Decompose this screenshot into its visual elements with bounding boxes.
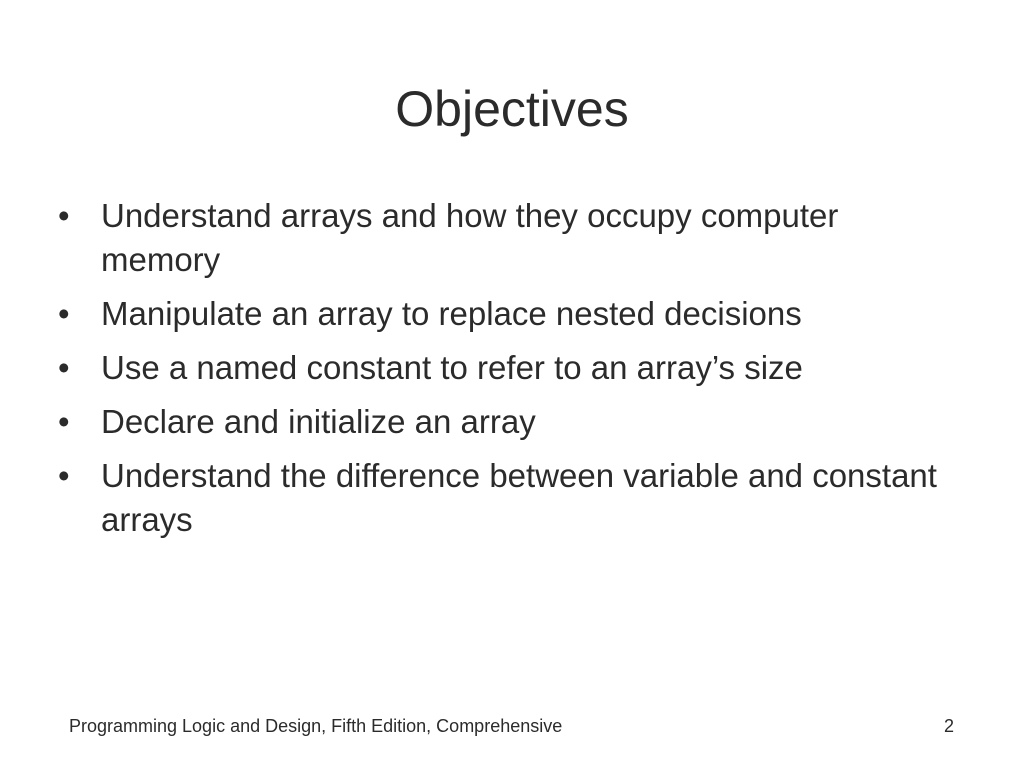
bullet-icon: •	[58, 349, 70, 386]
list-item-text: Manipulate an array to replace nested decisions	[101, 295, 802, 332]
list-item	[58, 346, 958, 390]
bullet-icon: •	[58, 457, 70, 494]
list-item	[58, 400, 958, 444]
bullet-icon: •	[58, 295, 70, 332]
list-item	[58, 454, 958, 542]
list-item-text: Understand arrays and how they occupy computer memory	[101, 197, 839, 278]
bullet-icon: •	[58, 403, 70, 440]
list-item-text: Understand the difference between variable and constant arrays	[101, 457, 937, 538]
page-number: 2	[943, 716, 954, 736]
list-item	[58, 292, 958, 336]
bullet-icon: •	[58, 197, 70, 234]
objectives-list	[58, 194, 958, 552]
slide-title: Objectives	[395, 81, 629, 137]
list-item-text: Declare and initialize an array	[101, 403, 536, 440]
footer-text: Programming Logic and Design, Fifth Edition, Comprehensive	[69, 716, 563, 736]
list-item	[58, 194, 958, 282]
list-item-text: Use a named constant to refer to an array’s size	[101, 349, 803, 386]
